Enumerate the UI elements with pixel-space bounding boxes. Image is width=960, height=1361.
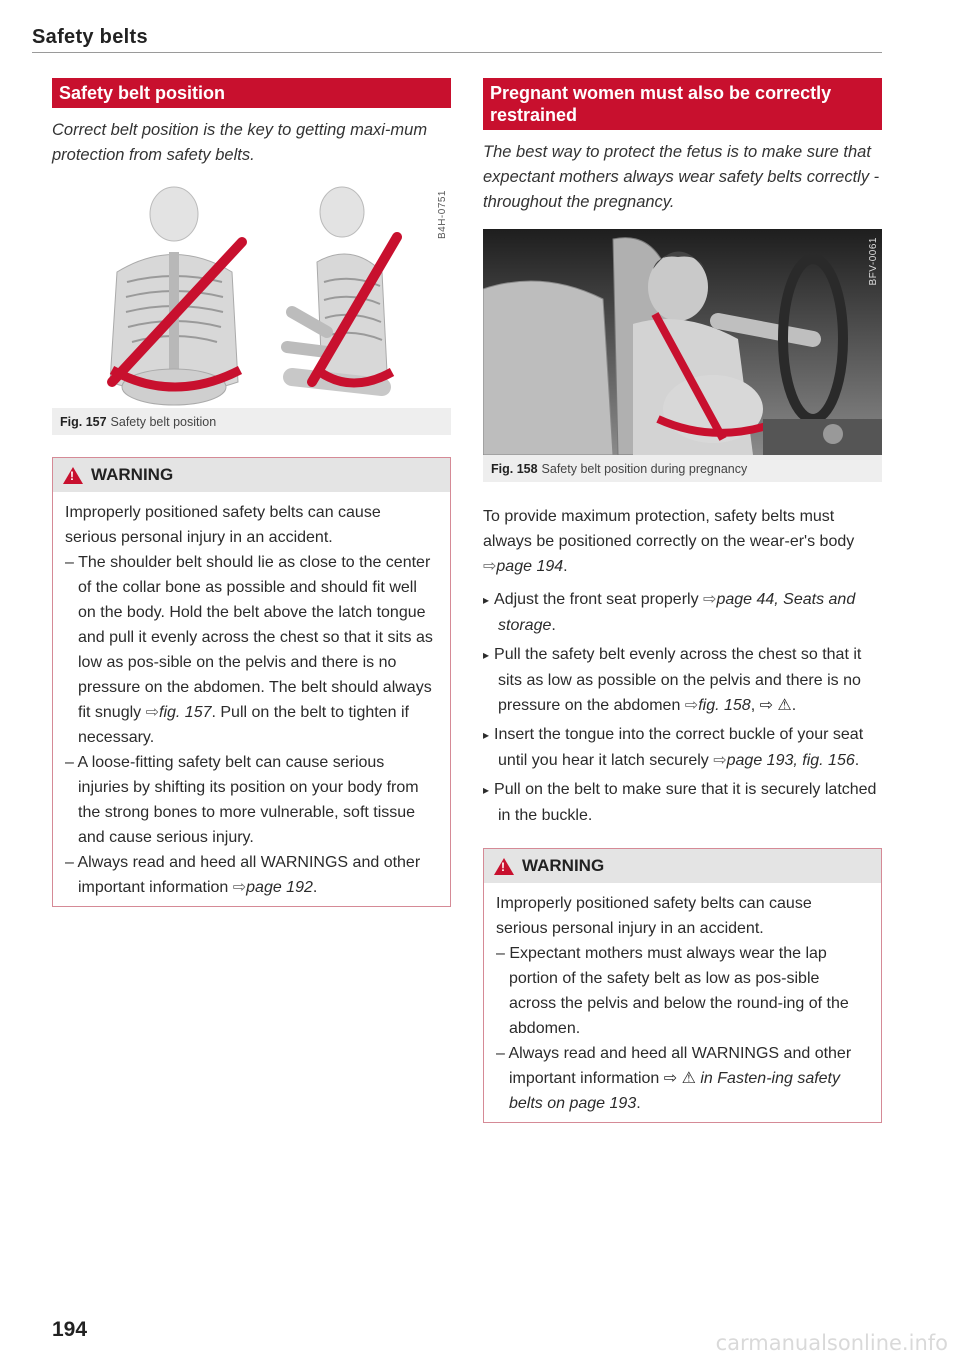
- warning-triangle-icon: [63, 467, 83, 484]
- warning-header: [53, 458, 450, 492]
- instruction-item: [483, 722, 882, 773]
- section-title-belt-position: Safety belt position: [52, 78, 451, 108]
- cross-reference: in Fasten-ing safety belts on page 193: [509, 1070, 840, 1112]
- right-column: [483, 78, 882, 1123]
- instruction-list: [483, 587, 882, 828]
- warning-paragraph: Improperly positioned safety belts can cause serious personal injury in an accident.: [496, 895, 812, 937]
- figure-caption-text: Safety belt position: [110, 415, 217, 429]
- section-title-pregnant-women: Pregnant women must also be correctly restrained: [483, 78, 882, 130]
- warning-title: WARNING: [91, 465, 174, 484]
- instruction-text: Pull the safety belt evenly across the chest so that it sits as low as possible on the pelvis and there is no pressure on the abdomen: [494, 646, 862, 714]
- arrow-icon: ⇨: [713, 752, 727, 769]
- warning-body: [53, 492, 450, 906]
- arrow-icon: ⇨: [483, 558, 497, 575]
- page-number: 194: [52, 1318, 88, 1341]
- figure-158: [483, 229, 882, 482]
- warning-item-tail: . Pull on the belt to tighten if necessary.: [78, 704, 409, 746]
- arrow-icon: ⇨: [145, 704, 159, 721]
- figure-label: Fig. 158: [491, 462, 538, 476]
- figure-157: [52, 182, 451, 435]
- figure-caption: [483, 455, 882, 482]
- warning-item-text: Always read and heed all WARNINGS and other important information ⇨ ⚠: [508, 1045, 852, 1087]
- warning-body: [484, 883, 881, 1122]
- watermark: carmanualsonline.info: [715, 1331, 948, 1355]
- warning-header: [484, 849, 881, 883]
- cross-reference: fig. 158: [698, 697, 751, 714]
- body-tail: .: [563, 558, 568, 575]
- figure-caption-text: Safety belt position during pregnancy: [541, 462, 748, 476]
- cross-reference: page 194: [496, 558, 564, 575]
- arrow-icon: ⇨: [703, 591, 717, 608]
- instruction-item: [483, 642, 882, 718]
- header-rule: [32, 52, 882, 53]
- warning-item: – A loose-fitting safety belt can cause serious injuries by shifting its position on your body from the strong bones to more vulnerable, soft tissue and cause serious injury.: [65, 750, 434, 850]
- skeleton-illustration-svg: [52, 182, 451, 408]
- instruction-item: [483, 587, 882, 638]
- body-paragraph: [483, 504, 882, 579]
- warning-triangle-icon: [494, 858, 514, 875]
- warning-item: [65, 550, 434, 750]
- warning-box: [483, 848, 882, 1123]
- warning-item: [65, 850, 434, 900]
- instruction-item: ▸ Pull on the belt to make sure that it is securely latched in the buckle.: [483, 777, 882, 828]
- warning-item: – Expectant mothers must always wear the lap portion of the safety belt as low as pos-sible across the pelvis and below the round-ing of the abdomen.: [496, 941, 865, 1041]
- instruction-text: Adjust the front seat properly: [494, 591, 704, 608]
- arrow-icon: ⇨: [232, 879, 247, 896]
- cross-reference: page 193, fig. 156: [726, 752, 855, 769]
- warning-item: [496, 1041, 865, 1116]
- warning-paragraph: Improperly positioned safety belts can cause serious personal injury in an accident.: [65, 504, 381, 546]
- cross-reference: page 192: [246, 879, 313, 896]
- warning-box: [52, 457, 451, 907]
- intro-text: The best way to protect the fetus is to make sure that expectant mothers always wear safety belts correctly - throughout the pregnancy.: [483, 143, 880, 211]
- cross-reference: fig. 157: [159, 704, 212, 721]
- intro-text: Correct belt position is the key to getting maxi-mum protection from safety belts.: [52, 121, 428, 164]
- running-header: Safety belts: [32, 26, 148, 48]
- warning-title: WARNING: [522, 856, 605, 875]
- instruction-tail: .: [551, 617, 556, 634]
- pregnant-driver-svg: [483, 229, 882, 455]
- figure-code: B4H-0751: [437, 190, 448, 240]
- figure-code: BFV-0061: [868, 237, 879, 286]
- instruction-tail: , ⇨ ⚠.: [750, 697, 797, 714]
- cross-reference: page 44, Seats and storage: [498, 591, 856, 634]
- warning-item-text: The shoulder belt should lie as close to the center of the collar bone as possible and should fit well on the body. Hold the belt above the latch tongue and pull it evenly across the chest so that it sits as low as pos-sible on the pelvis and there is no pressure on the abdomen. The belt should always fit snugly: [78, 554, 433, 721]
- figure-label: Fig. 157: [60, 415, 107, 429]
- arrow-icon: ⇨: [684, 697, 699, 714]
- body-text: To provide maximum protection, safety belts must always be positioned correctly on the wear-er's body: [483, 508, 855, 550]
- warning-item-tail: .: [636, 1095, 641, 1112]
- instruction-text: Insert the tongue into the correct buckle of your seat until you hear it latch securely: [494, 726, 864, 769]
- left-column: [52, 78, 451, 907]
- figure-caption: [52, 408, 451, 435]
- instruction-tail: .: [854, 752, 860, 769]
- pregnant-driver-photo: [483, 229, 882, 455]
- skeleton-belt-illustration: [52, 182, 451, 408]
- warning-item-tail: .: [312, 879, 318, 896]
- warning-item-text: Always read and heed all WARNINGS and other important information: [77, 854, 421, 896]
